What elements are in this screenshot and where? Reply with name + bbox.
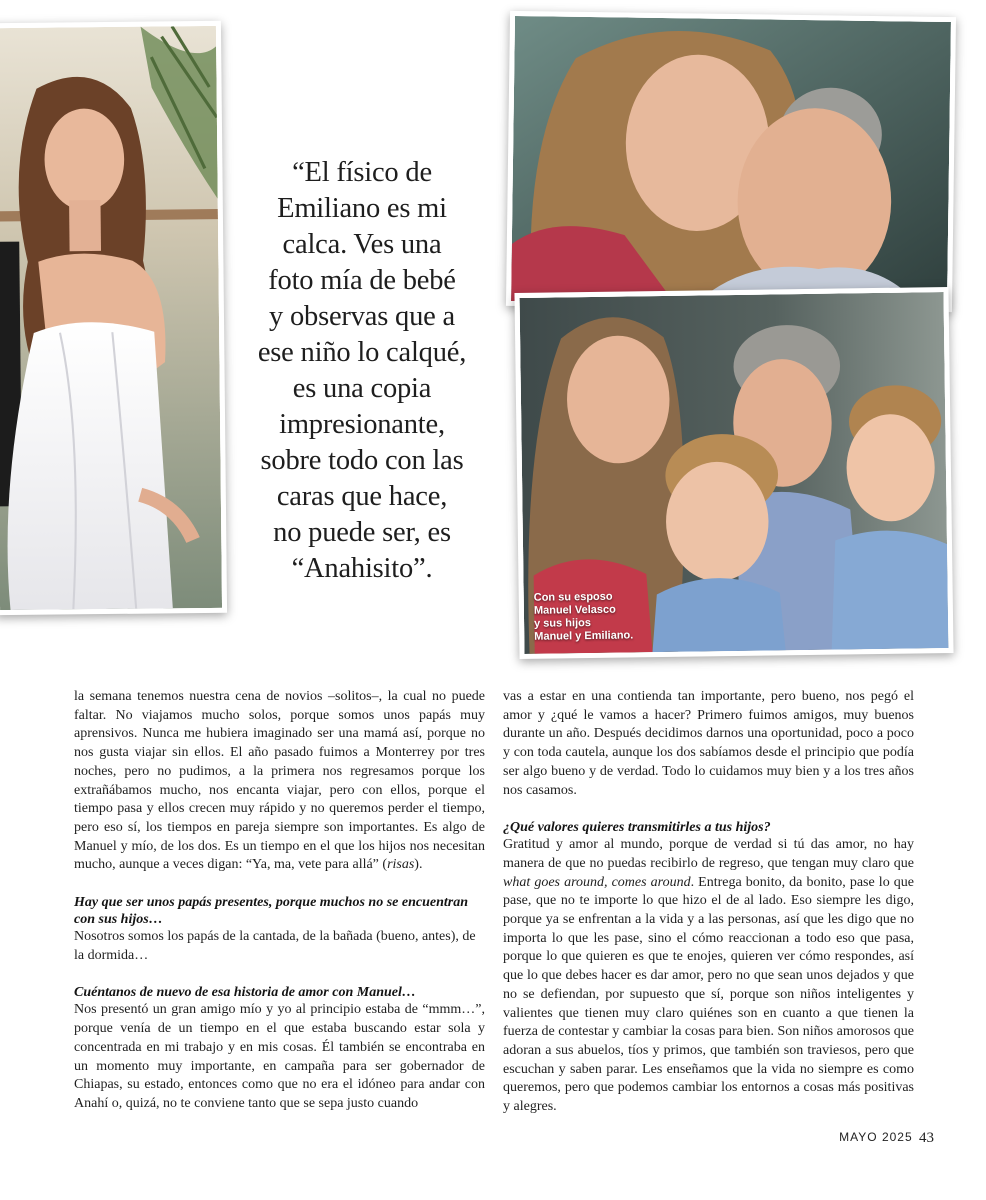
interview-answer: Nosotros somos los papás de la cantada, de la bañada (bueno, antes), de la dormida… bbox=[74, 929, 476, 963]
family-photo bbox=[514, 287, 953, 659]
body-text: ). bbox=[414, 857, 423, 873]
pull-quote-line: impresionante, bbox=[279, 409, 445, 440]
interview-question: ¿Qué valores quieres transmitirles a tus hijos? bbox=[503, 820, 771, 836]
caption-line: Manuel y Emiliano. bbox=[534, 629, 634, 643]
couple-selfie-image bbox=[511, 16, 951, 307]
pull-quote-line: Emiliano es mi bbox=[277, 193, 447, 224]
caption-line: Con su esposo bbox=[533, 590, 613, 604]
body-text: . Entrega bonito, da bonito, pase lo que pase, que no te importe lo que hizo el de al lado. Eso siempre les digo, porque ya se enfrentan a la vida y a las personas, así que les digo que no importa lo que les pase, sino el cómo reaccionan a todo eso que pasa, porque lo que quieren es que te enojes, quieren ver cómo respondes, así que lo que debes hacer es dar amor, pero no que sean unos dejados y que no se defiendan, por supuesto que sí, porque son niños inteligentes y valientes que tienen muy claro quiénes son en cuanto a que tienen la fuerza de contestar y cambiar la cosas para bien. Son niños amorosos que adoran a sus abuelos, tíos y primos, que también son traviesos, pero que escuchan y saben parar. Les enseñamos que la vida no siempre es como queremos, pero que podemos cambiar los entornos a cosas más positivas y alegres. bbox=[503, 874, 914, 1115]
caption-line: y sus hijos bbox=[534, 617, 592, 630]
interview-answer: Nos presentó un gran amigo mío y yo al principio estaba de “mmm…”, porque venía de un tiempo en el que estaba buscando estar sola y concentrada en mi trabajo y en mis cosas. Él también se encontraba en un momento muy importante, en campaña para ser gobernador de Chiapas, su estado, entonces como que no era el idóneo para andar con Anahí o, quizá, no te conviene tanto que se sepa justo cuando bbox=[74, 1002, 485, 1111]
interview-answer bbox=[503, 836, 914, 1117]
pull-quote-line: “Anahisito”. bbox=[291, 553, 433, 584]
risas-aside: risas bbox=[387, 857, 415, 873]
article-column-right bbox=[503, 688, 914, 1117]
caption-line: Manuel Velasco bbox=[533, 603, 616, 617]
bride-photo bbox=[0, 21, 227, 615]
body-paragraph: vas a estar en una contienda tan importante, pero bueno, nos pegó el amor y ¿qué le vamos a hacer? Primero fuimos amigos, muy buenos durante un año. Después decidimos darnos una oportunidad, poco a poco y con toda cautela, aunque los dos sabíamos desde el principio que podía ser algo bueno y de verdad. Todo lo cuidamos muy bien y a los tres años nos casamos. bbox=[503, 689, 914, 798]
pull-quote-line: calca. Ves una bbox=[282, 229, 442, 260]
pull-quote-line: foto mía de bebé bbox=[268, 265, 456, 296]
issue-date: MAYO 2025 bbox=[839, 1130, 913, 1144]
english-phrase: what goes around, comes around bbox=[503, 874, 691, 890]
page-number: 43 bbox=[919, 1130, 934, 1146]
bride-photo-image bbox=[0, 26, 222, 610]
pull-quote-line: caras que hace, bbox=[276, 481, 448, 512]
pull-quote-line: no puede ser, es bbox=[273, 517, 451, 548]
pull-quote-line: “El físico de bbox=[292, 157, 432, 188]
pull-quote-line: sobre todo con las bbox=[260, 445, 464, 476]
page-folio bbox=[839, 1130, 934, 1147]
interview-question: Hay que ser unos papás presentes, porque muchos no se encuentran con sus hijos… bbox=[74, 895, 468, 928]
article-column-left bbox=[74, 688, 485, 1114]
interview-question: Cuéntanos de nuevo de esa historia de amor con Manuel… bbox=[74, 985, 416, 1001]
pull-quote-line: y observas que a bbox=[269, 301, 455, 332]
pull-quote bbox=[236, 155, 488, 587]
body-text: la semana tenemos nuestra cena de novios –solitos–, la cual no puede faltar. No viajamos mucho solos, porque somos unos papás muy aprensivos. Nunca me hubiera imaginado ser una mamá así, porque no nos gusta viajar sin ellos. El año pasado fuimos a Monterrey por tres noches, pero no pudimos, a la primera nos regresamos porque los extrañábamos mucho, nos encanta viajar, pero con ellos, porque el tiempo pasa y ellos crecen muy rápido y no queremos perder el tiempo, pero eso sí, los tiempos en pareja siempre son importantes. Es algo de Manuel y mío, de los dos. Es un tiempo en el que los hijos nos necesitan mucho, aunque a veces digan: “Ya, ma, vete para allá” ( bbox=[74, 689, 485, 873]
family-photo-caption bbox=[534, 590, 634, 643]
body-paragraph bbox=[74, 688, 485, 875]
couple-selfie-photo bbox=[506, 11, 956, 312]
pull-quote-line: es una copia bbox=[292, 373, 432, 404]
body-text: Gratitud y amor al mundo, porque de verdad si tú das amor, no hay manera de que no puedas recibirlo de regreso, que tengan muy claro que bbox=[503, 837, 914, 871]
pull-quote-line: ese niño lo calqué, bbox=[257, 337, 467, 368]
